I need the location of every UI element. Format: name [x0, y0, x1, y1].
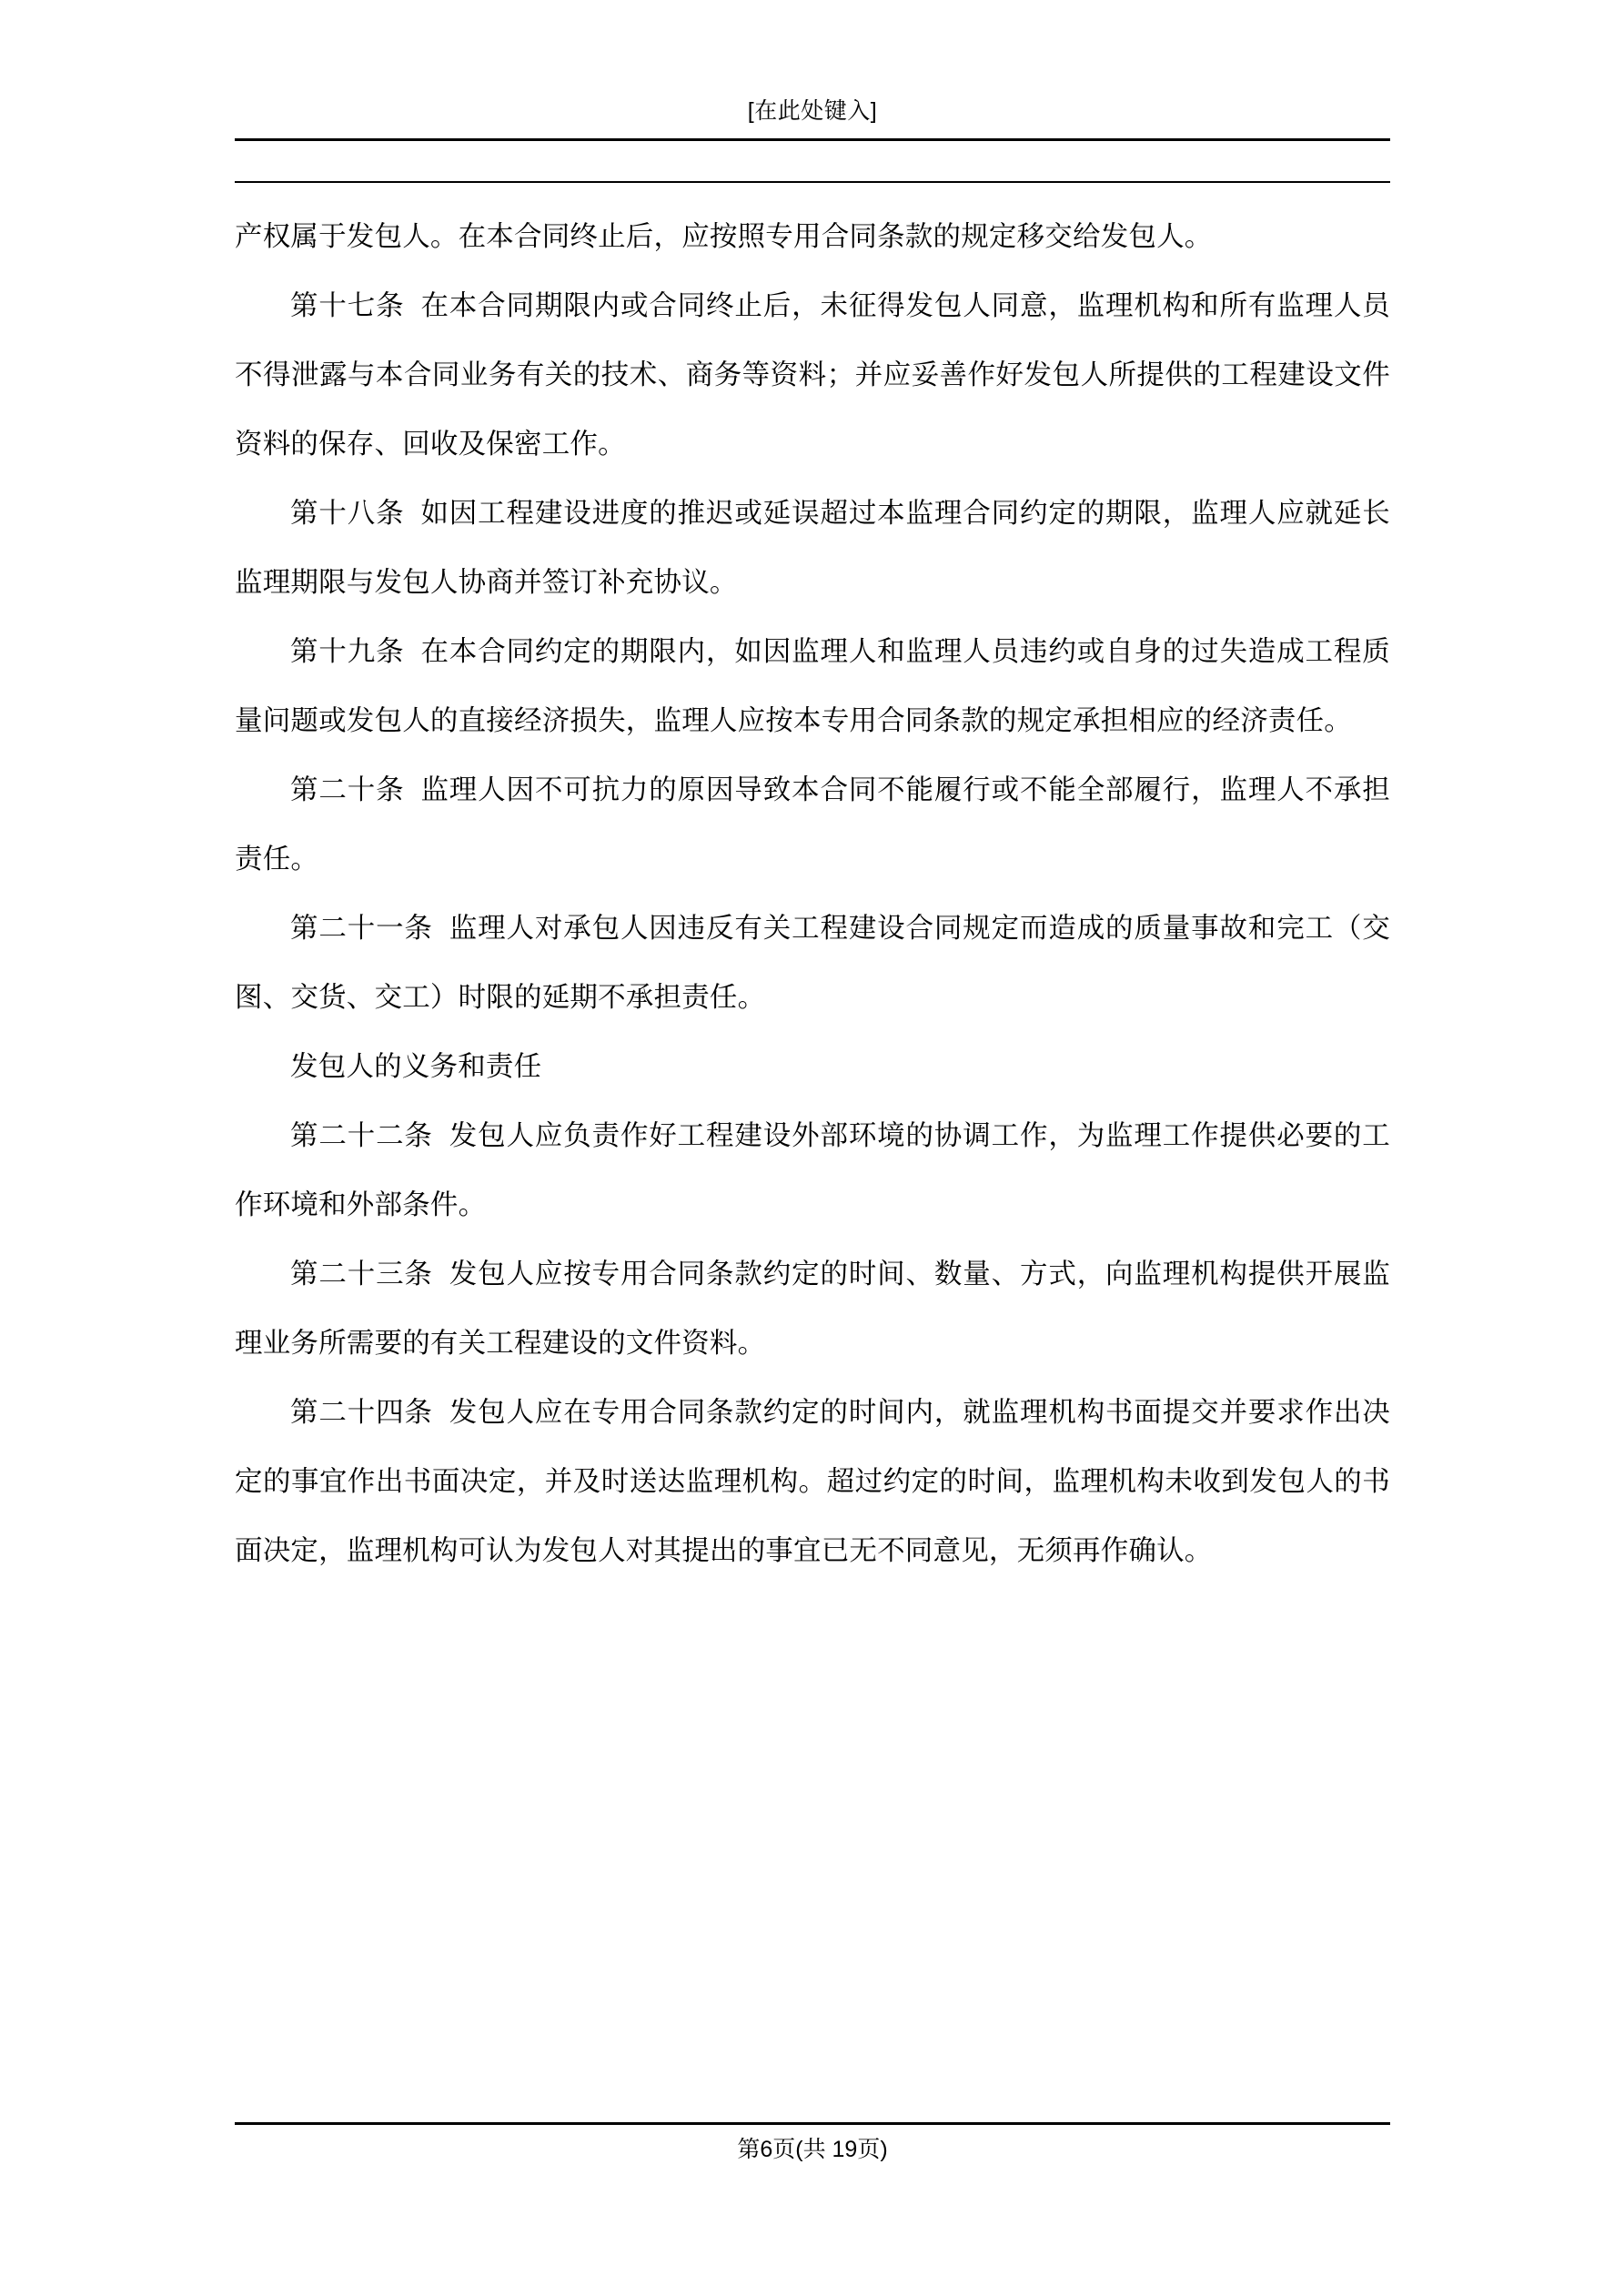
header-rule-bottom: [235, 181, 1390, 183]
paragraph: [235, 202, 1390, 271]
paragraph-text: 在本合同约定的期限内，如因监理人和监理人员违约或自身的过失造成工程质量问题或发包人的直接经济损失，监理人应按本专用合同条款的规定承担相应的经济责任。: [235, 636, 1390, 736]
paragraph-text: 如因工程建设进度的推迟或延误超过本监理合同约定的期限，监理人应就延长监理期限与发包人协商并签订补充协议。: [235, 498, 1390, 598]
paragraph-text: 发包人应负责作好工程建设外部环境的协调工作，为监理工作提供必要的工作环境和外部条件。: [235, 1120, 1390, 1220]
paragraph-text: 监理人对承包人因违反有关工程建设合同规定而造成的质量事故和完工（交图、交货、交工）时限的延期不承担责任。: [235, 913, 1390, 1013]
paragraph: [235, 271, 1390, 479]
clause-number: 第二十三条: [290, 1259, 433, 1290]
footer-rule: [235, 2122, 1390, 2125]
clause-number: 第十九条: [290, 636, 405, 667]
paragraph: [235, 617, 1390, 755]
page-number-label: 第6页(共 19页): [737, 2137, 888, 2162]
paragraph-text: 发包人应在专用合同条款约定的时间内，就监理机构书面提交并要求作出决定的事宜作出书面决定，并及时送达监理机构。超过约定的时间，监理机构未收到发包人的书面决定，监理机构可认为发包人对其提出的事宜已无不同意见，无须再作确认。: [235, 1397, 1390, 1566]
paragraph: [235, 1239, 1390, 1378]
paragraph-text: 在本合同期限内或合同终止后，未征得发包人同意，监理机构和所有监理人员不得泄露与本合同业务有关的技术、商务等资料；并应妥善作好发包人所提供的工程建设文件资料的保存、回收及保密工作。: [235, 290, 1390, 460]
clause-number: 第二十四条: [290, 1397, 433, 1428]
clause-number: 第二十一条: [290, 913, 433, 944]
header-placeholder-text: [在此处键入]: [747, 98, 878, 124]
page-header: [235, 100, 1390, 123]
paragraph-text: 发包人应按专用合同条款约定的时间、数量、方式，向监理机构提供开展监理业务所需要的有关工程建设的文件资料。: [235, 1259, 1390, 1359]
paragraph: [235, 1101, 1390, 1239]
document-body: [235, 202, 1390, 1585]
clause-number: 第二十条: [290, 774, 405, 805]
clause-number: 第十八条: [290, 498, 405, 529]
section-heading: [235, 1032, 1390, 1101]
paragraph-text: 产权属于发包人。在本合同终止后，应按照专用合同条款的规定移交给发包人。: [235, 221, 1213, 252]
clause-number: 第二十二条: [290, 1120, 433, 1151]
header-rule-top: [235, 138, 1390, 141]
paragraph: [235, 1378, 1390, 1585]
paragraph: [235, 755, 1390, 894]
paragraph: [235, 479, 1390, 617]
page-content-frame: [235, 0, 1390, 2296]
paragraph-text: 监理人因不可抗力的原因导致本合同不能履行或不能全部履行，监理人不承担责任。: [235, 774, 1390, 875]
paragraph: [235, 894, 1390, 1032]
page-footer: [235, 2134, 1390, 2166]
clause-number: 第十七条: [290, 290, 405, 321]
section-heading-text: 发包人的义务和责任: [290, 1051, 542, 1082]
